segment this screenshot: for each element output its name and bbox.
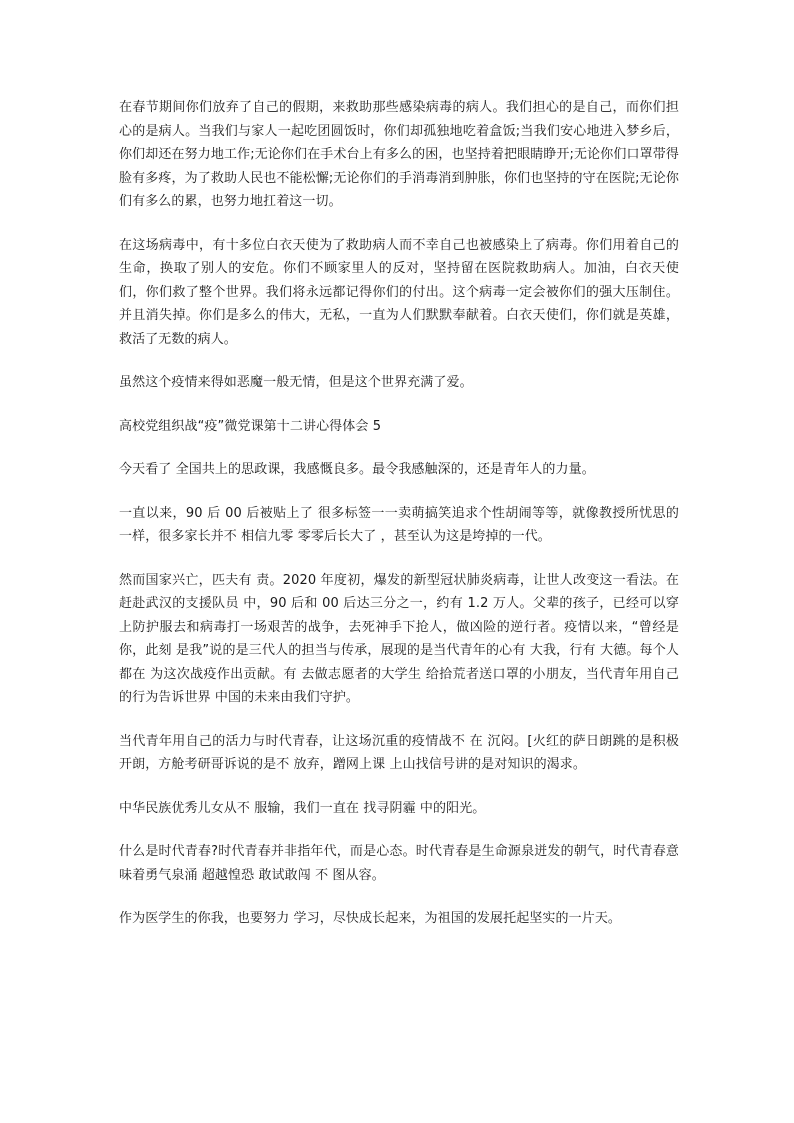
paragraph-era-youth: 什么是时代青春?时代青春并非指年代，而是心态。时代青春是生命源泉迸发的朝气，时代青春意味着勇气泉涌 超越惶恐 敢试敢闯 不 图从容。 bbox=[119, 844, 679, 883]
paragraph-medical-students: 作为医学生的你我，也要努力 学习，尽快成长起来，为祖国的发展托起坚实的一片天。 bbox=[119, 911, 622, 926]
paragraph-love-world: 虽然这个疫情来得如恶魔一般无情，但是这个世界充满了爱。 bbox=[119, 375, 473, 390]
paragraph-political-class: 今天看了 全国共上的思政课，我感慨良多。最令我感触深的，还是青年人的力量。 bbox=[119, 462, 595, 477]
section-heading: 高校党组织战“疫”微党课第十二讲心得体会 5 bbox=[119, 418, 382, 434]
paragraph-white-angels: 在这场病毒中，有十多位白衣天使为了救助病人而不幸自己也被感染上了病毒。你们用着自己的生命，换取了别人的安危。你们不顾家里人的反对，坚持留在医院救助病人。加油，白衣天使们，你们救了整个世界。我们将永远都记得你们的付出。这个病毒一定会被你们的强大压制住。并且消失掉。你们是多么的伟大，无私，一直为人们默默奉献着。白衣天使们，你们就是英雄，救活了无数的病人。 bbox=[119, 237, 679, 347]
document-body bbox=[119, 96, 679, 951]
paragraph-generation-labels: 一直以来，90 后 00 后被贴上了 很多标签一一卖萌搞笑追求个性胡闹等等，就像教授所忧思的一样，很多家长并不 相信九零 零零后长大了 ，甚至认为这是垮掉的一代。 bbox=[119, 505, 679, 544]
paragraph-youth-responsibility: 然而国家兴亡，匹夫有 责。2020 年度初，爆发的新型冠状肺炎病毒，让世人改变这一看法。在 赶赴武汉的支援队员 中，90 后和 00 后达三分之一，约有 1.2 万人。父辈的孩子，已经可以穿上防护服去和病毒打一场艰苦的战争，去死神手下抢人，做凶险的逆行者。疫情以来，“曾经是你，此刻 是我”说的是三代人的担当与传承，展现的是当代青年的心有 大我，行有 大德。每个人都在 为这次战疫作出贡献。有 去做志愿者的大学生 给拾荒者送口罩的小朋友，当代青年用自己的行为告诉世界 中国的未来由我们守护。 bbox=[119, 572, 679, 705]
paragraph-medical-workers-sacrifice: 在春节期间你们放弃了自己的假期，来救助那些感染病毒的病人。我们担心的是自己，而你们担心的是病人。当我们与家人一起吃团圆饭时，你们却孤独地吃着盒饭;当我们安心地进入梦乡后，你们却还在努力地工作;无论你们在手术台上有多么的困，也坚持着把眼睛睁开;无论你们口罩带得脸有多疼，为了救助人民也不能松懈;无论你们的手消毒消到肿胀，你们也坚持的守在医院;无论你们有多么的累，也努力地扛着这一切。 bbox=[119, 100, 679, 209]
paragraph-youth-vitality: 当代青年用自己的活力与时代青春，让这场沉重的疫情战不 在 沉闷。[火红的萨日朗跳的是积极开朗，方舱考研哥诉说的是不 放弃，蹭网上课 上山找信号讲的是对知识的渴求。 bbox=[119, 733, 679, 772]
paragraph-never-give-up: 中华民族优秀儿女从不 服输，我们一直在 找寻阴霾 中的阳光。 bbox=[119, 800, 486, 816]
